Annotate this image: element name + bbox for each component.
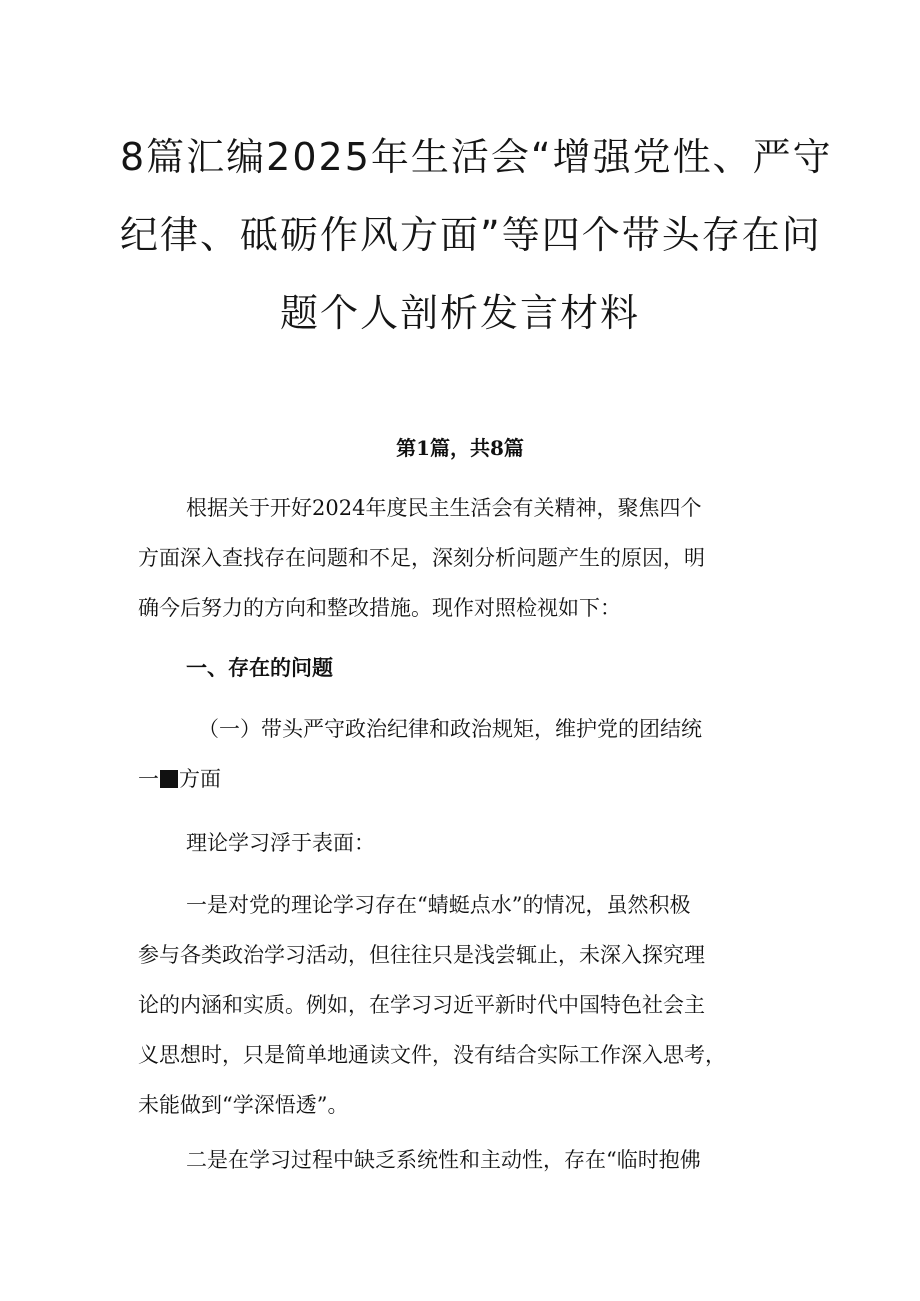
title-line: 纪律、砥砺作风方面”等四个带头存在问 [120, 213, 822, 257]
paragraph-line [138, 754, 794, 804]
text-fragment: 一 [138, 767, 159, 791]
intro-paragraph [138, 483, 794, 633]
paragraph-line: 理论学习浮于表面： [186, 831, 375, 855]
text-fragment: 方面 [179, 767, 221, 791]
paragraph-line: （一）带头严守政治纪律和政治规矩，维护党的团结统 [198, 717, 702, 741]
paragraph-line: 方面深入查找存在问题和不足，深刻分析问题产生的原因，明 [138, 546, 705, 570]
theory-heading-paragraph [138, 818, 794, 868]
paragraph-line: 参与各类政治学习活动，但往往只是浅尝辄止，未深入探究理 [138, 943, 705, 967]
paragraph-line: 未能做到“学深悟透”。 [138, 1093, 349, 1117]
paragraph-line: 一是对党的理论学习存在“蜻蜓点水”的情况，虽然积极 [186, 893, 691, 917]
point-two-paragraph [138, 1135, 794, 1185]
section-heading: 一、存在的问题 [186, 655, 333, 680]
title-line: 8篇汇编2025年生活会“增强党性、严守 [120, 135, 833, 179]
document-title [120, 118, 833, 352]
paragraph-line: 论的内涵和实质。例如，在学习习近平新时代中国特色社会主 [138, 993, 705, 1017]
paragraph-line: 根据关于开好2024年度民主生活会有关精神，聚焦四个 [186, 496, 702, 520]
part-indicator: 第1篇，共8篇 [396, 436, 524, 460]
title-line: 题个人剖析发言材料 [279, 291, 640, 335]
point-one-paragraph [138, 880, 794, 1130]
subsection-heading [138, 704, 794, 804]
black-square-glyph [160, 770, 178, 788]
paragraph-line: 二是在学习过程中缺乏系统性和主动性，存在“临时抱佛 [186, 1148, 701, 1172]
paragraph-line: 确今后努力的方向和整改措施。现作对照检视如下： [138, 596, 621, 620]
paragraph-line: 义思想时，只是简单地通读文件，没有结合实际工作深入思考， [138, 1043, 726, 1067]
